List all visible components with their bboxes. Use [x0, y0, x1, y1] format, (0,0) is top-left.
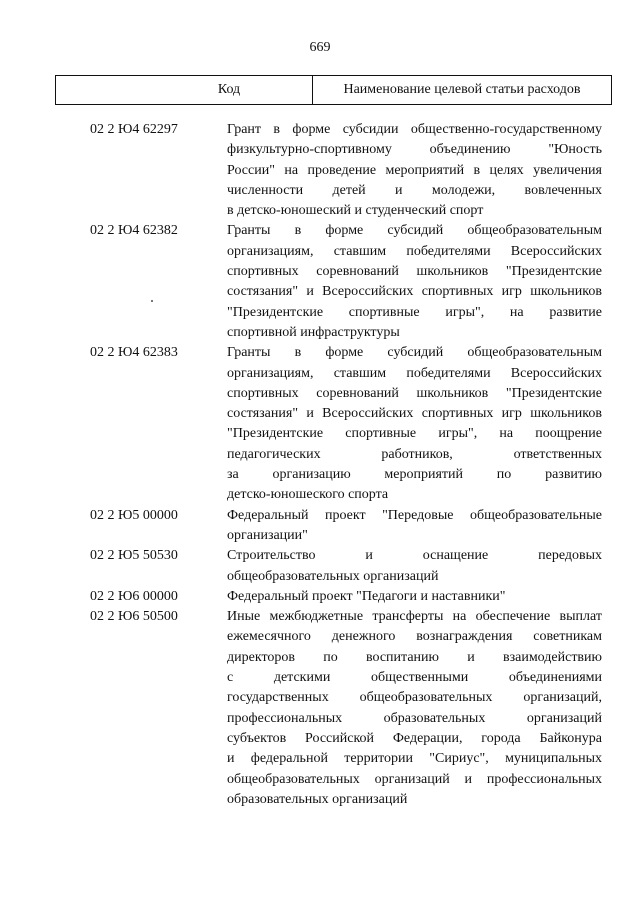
- table-row: [0, 221, 640, 343]
- description-line: Федеральный проект "Педагоги и наставники": [227, 588, 506, 604]
- header-code: Код: [146, 76, 313, 104]
- row-code: 02 2 Ю5 50530: [90, 548, 178, 564]
- row-code: 02 2 Ю4 62382: [90, 223, 178, 239]
- description-line: спортивной инфраструктуры: [227, 324, 400, 340]
- description-line: организации": [227, 527, 308, 543]
- description-line: общеобразовательных организаций и профессиональных: [227, 771, 602, 787]
- description-line: состязания" и Всероссийских спортивных игр школьников: [227, 284, 602, 300]
- description-line: организациям, ставшим победителями Всероссийских: [227, 243, 602, 259]
- scan-speck: [151, 300, 153, 302]
- description-line: Федеральный проект "Передовые общеобразовательные: [227, 507, 602, 523]
- description-line: общеобразовательных организаций: [227, 568, 439, 584]
- description-line: Иные межбюджетные трансферты на обеспечение выплат: [227, 609, 602, 625]
- description-line: Грант в форме субсидии общественно-государственному: [227, 122, 602, 137]
- description-line: Гранты в форме субсидий общеобразовательным: [227, 223, 602, 239]
- row-description: [227, 587, 602, 607]
- description-line: состязания" и Всероссийских спортивных игр школьников: [227, 406, 602, 422]
- row-code: 02 2 Ю6 50500: [90, 609, 178, 625]
- description-line: "Президентские спортивные игры", на развитие: [227, 304, 602, 320]
- table-row: [0, 120, 640, 221]
- row-code: 02 2 Ю5 00000: [90, 507, 178, 523]
- description-line: образовательных организаций: [227, 791, 408, 807]
- table-row: [0, 546, 640, 587]
- description-line: профессиональных образовательных организаций: [227, 710, 602, 726]
- row-code: 02 2 Ю4 62383: [90, 345, 178, 361]
- description-line: детско-юношеского спорта: [227, 487, 389, 503]
- description-line: организациям, ставшим победителями Всероссийских: [227, 365, 602, 381]
- description-line: спортивных соревнований школьников "Президентские: [227, 385, 602, 401]
- description-line: России" на проведение мероприятий в целях увеличения: [227, 162, 602, 178]
- description-line: Строительство и оснащение передовых: [227, 548, 602, 564]
- description-line: субъектов Российской Федерации, города Байконура: [227, 730, 602, 746]
- description-line: государственных общеобразовательных организаций,: [227, 690, 602, 706]
- row-description: [227, 120, 602, 221]
- table-row: [0, 343, 640, 505]
- description-line: спортивных соревнований школьников "Президентские: [227, 264, 602, 280]
- description-line: директоров по воспитанию и взаимодействию: [227, 649, 602, 665]
- description-line: "Президентские спортивные игры", на поощрение: [227, 426, 602, 442]
- description-line: Гранты в форме субсидий общеобразовательным: [227, 345, 602, 361]
- description-line: физкультурно-спортивному объединению "Юность: [227, 142, 602, 158]
- row-code: 02 2 Ю6 00000: [90, 588, 178, 604]
- description-line: с детскими общественными объединениями: [227, 670, 602, 686]
- row-description: [227, 221, 602, 343]
- table-row: [0, 607, 640, 810]
- table-row: [0, 587, 640, 607]
- table-row: [0, 506, 640, 547]
- row-description: [227, 546, 602, 587]
- description-line: ежемесячного денежного вознаграждения советникам: [227, 629, 602, 645]
- description-line: численности детей и молодежи, вовлеченных: [227, 182, 602, 198]
- row-code: 02 2 Ю4 62297: [90, 122, 178, 137]
- header-name: Наименование целевой статьи расходов: [343, 82, 581, 97]
- description-line: в детско-юношеский и студенческий спорт: [227, 203, 484, 219]
- description-line: и федеральной территории "Сириус", муниципальных: [227, 751, 602, 767]
- description-line: педагогических работников, ответственных: [227, 446, 602, 462]
- row-description: [227, 343, 602, 505]
- table-header: [55, 75, 612, 105]
- description-line: за организацию мероприятий по развитию: [227, 467, 602, 483]
- row-description: [227, 607, 602, 810]
- table-body: [0, 120, 640, 810]
- row-description: [227, 506, 602, 547]
- page-number: 669: [309, 40, 331, 55]
